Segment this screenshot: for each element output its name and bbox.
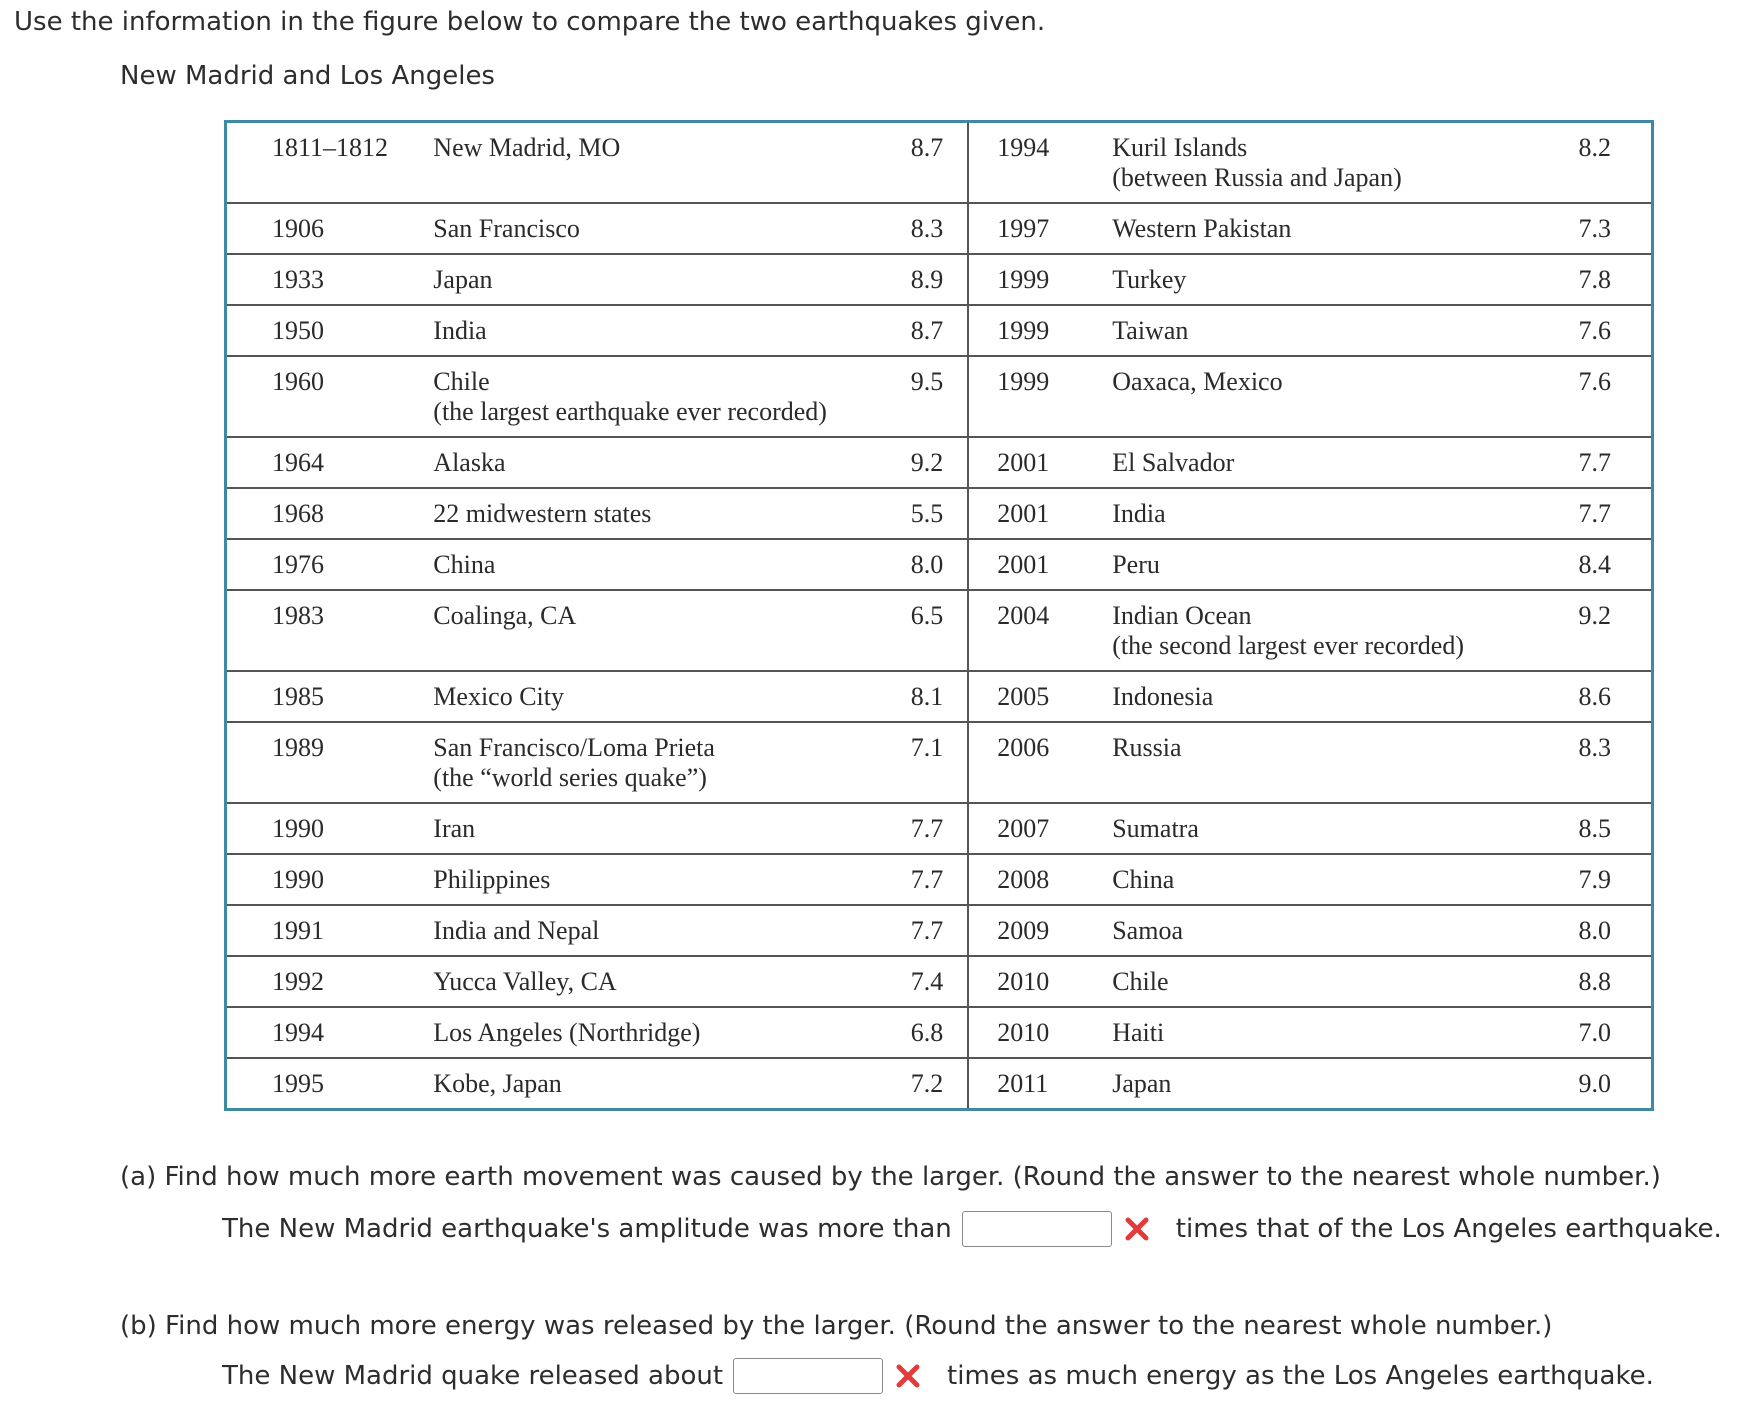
year-cell: [226, 590, 426, 671]
year-cell-text: 2001: [997, 448, 1050, 477]
part-b-answer-line: [222, 1356, 1654, 1396]
magnitude-cell: [1544, 122, 1653, 204]
magnitude-cell-text: 9.5: [910, 367, 944, 396]
year-cell: [226, 803, 426, 854]
magnitude-cell: [1544, 1007, 1653, 1058]
year-cell: [968, 1058, 1104, 1110]
location-cell-text: Iran: [433, 814, 476, 843]
year-cell: [226, 854, 426, 905]
location-cell: [1104, 722, 1543, 803]
location-cell: [1104, 122, 1543, 204]
location-cell: [1104, 356, 1543, 437]
year-cell-text: 1960: [272, 367, 324, 396]
location-cell-text: India: [1112, 499, 1166, 528]
location-note: (the largest earthquake ever recorded): [433, 397, 827, 426]
part-a-suffix: times that of the Los Angeles earthquake.: [1175, 1214, 1722, 1244]
location-cell-text: 22 midwestern states: [433, 499, 652, 528]
magnitude-cell-text: 7.1: [910, 733, 944, 762]
table-row: [226, 203, 1653, 254]
table-row: [226, 488, 1653, 539]
location-cell-text: Russia: [1112, 733, 1182, 762]
location-cell: [1104, 803, 1543, 854]
table-row: [226, 1058, 1653, 1110]
magnitude-cell-text: 7.7: [1578, 499, 1611, 528]
location-cell-text: New Madrid, MO: [433, 133, 621, 162]
magnitude-cell: [1544, 539, 1653, 590]
magnitude-cell-text: 8.3: [1578, 733, 1611, 762]
magnitude-cell-text: 8.6: [1578, 682, 1611, 711]
magnitude-cell: [1544, 437, 1653, 488]
location-cell-text: China: [1112, 865, 1175, 894]
year-cell: [968, 122, 1104, 204]
location-cell: [1104, 203, 1543, 254]
location-cell: [425, 254, 875, 305]
magnitude-cell-text: 7.8: [1578, 265, 1611, 294]
year-cell-text: 1990: [272, 865, 324, 894]
table-row: [226, 305, 1653, 356]
location-cell-text: Japan: [1112, 1069, 1172, 1098]
location-cell: [425, 437, 875, 488]
magnitude-cell-text: 8.1: [910, 682, 944, 711]
magnitude-cell-text: 9.0: [1578, 1069, 1611, 1098]
year-cell: [226, 722, 426, 803]
year-cell-text: 2011: [997, 1069, 1049, 1098]
magnitude-cell-text: 9.2: [1578, 601, 1611, 630]
location-cell: [425, 1007, 875, 1058]
location-cell: [425, 671, 875, 722]
table-row: [226, 854, 1653, 905]
location-cell-text: San Francisco: [433, 214, 580, 243]
location-cell-text: Los Angeles (Northridge): [433, 1018, 701, 1047]
year-cell: [968, 356, 1104, 437]
year-cell-text: 2007: [997, 814, 1050, 843]
year-cell-text: 2009: [997, 916, 1050, 945]
magnitude-cell: [876, 203, 968, 254]
year-cell-text: 1968: [272, 499, 324, 528]
magnitude-cell: [1544, 854, 1653, 905]
year-cell-text: 1994: [997, 133, 1050, 162]
magnitude-cell: [876, 671, 968, 722]
location-cell: [1104, 254, 1543, 305]
location-cell-text: Alaska: [433, 448, 506, 477]
year-cell: [226, 488, 426, 539]
location-cell-text: El Salvador: [1112, 448, 1235, 477]
year-cell-text: 1983: [272, 601, 324, 630]
location-cell: [425, 905, 875, 956]
year-cell-text: 1999: [997, 367, 1050, 396]
year-cell: [968, 803, 1104, 854]
location-cell: [425, 356, 875, 437]
year-cell: [968, 539, 1104, 590]
magnitude-cell: [876, 956, 968, 1007]
location-cell-text: Oaxaca, Mexico: [1112, 367, 1283, 396]
year-cell-text: 1989: [272, 733, 324, 762]
location-cell: [1104, 305, 1543, 356]
location-cell: [1104, 488, 1543, 539]
part-b-answer-input[interactable]: [733, 1358, 883, 1394]
magnitude-cell: [1544, 956, 1653, 1007]
year-cell: [968, 437, 1104, 488]
year-cell: [226, 956, 426, 1007]
location-cell: [425, 1058, 875, 1110]
location-cell: [425, 539, 875, 590]
table-row: [226, 671, 1653, 722]
year-cell: [968, 203, 1104, 254]
magnitude-cell: [1544, 905, 1653, 956]
table-row: [226, 803, 1653, 854]
magnitude-cell-text: 8.5: [1578, 814, 1611, 843]
year-cell: [226, 539, 426, 590]
year-cell: [968, 854, 1104, 905]
year-cell: [968, 905, 1104, 956]
location-note: (the second largest ever recorded): [1112, 631, 1465, 660]
location-cell: [425, 203, 875, 254]
location-cell-text: China: [433, 550, 496, 579]
x-mark-icon: [1122, 1214, 1152, 1244]
year-cell-text: 1964: [272, 448, 324, 477]
magnitude-cell-text: 7.2: [910, 1069, 944, 1098]
location-note: (between Russia and Japan): [1112, 163, 1402, 192]
magnitude-cell: [876, 539, 968, 590]
instruction-text: Use the information in the figure below to compare the two earthquakes given.: [14, 7, 1046, 37]
location-cell-text: Philippines: [433, 865, 551, 894]
magnitude-cell-text: 6.8: [910, 1018, 944, 1047]
magnitude-cell: [876, 305, 968, 356]
year-cell: [968, 305, 1104, 356]
magnitude-cell: [876, 905, 968, 956]
year-cell-text: 1906: [272, 214, 324, 243]
magnitude-cell: [1544, 203, 1653, 254]
location-cell-text: San Francisco/Loma Prieta: [433, 733, 715, 762]
magnitude-cell: [876, 1058, 968, 1110]
location-cell-text: Coalinga, CA: [433, 601, 577, 630]
part-b-question: (b) Find how much more energy was released by the larger. (Round the answer to the nearest whole number.): [120, 1311, 1553, 1341]
magnitude-cell: [876, 122, 968, 204]
year-cell-text: 2004: [997, 601, 1050, 630]
magnitude-cell-text: 8.4: [1578, 550, 1611, 579]
year-cell-text: 1991: [272, 916, 324, 945]
location-cell: [425, 854, 875, 905]
magnitude-cell: [876, 803, 968, 854]
year-cell-text: 2001: [997, 550, 1050, 579]
year-cell: [226, 905, 426, 956]
part-b-suffix: times as much energy as the Los Angeles earthquake.: [947, 1361, 1654, 1391]
magnitude-cell: [876, 488, 968, 539]
magnitude-cell: [876, 590, 968, 671]
location-cell: [1104, 956, 1543, 1007]
location-cell: [1104, 905, 1543, 956]
earthquake-table: [224, 120, 1654, 1111]
magnitude-cell-text: 8.2: [1578, 133, 1611, 162]
location-cell-text: Indian Ocean: [1112, 601, 1252, 630]
location-cell: [1104, 1007, 1543, 1058]
magnitude-cell: [1544, 722, 1653, 803]
magnitude-cell-text: 8.3: [910, 214, 944, 243]
location-cell-text: Peru: [1112, 550, 1160, 579]
year-cell-text: 2010: [997, 967, 1050, 996]
table-row: [226, 437, 1653, 488]
magnitude-cell: [876, 854, 968, 905]
part-a-answer-input[interactable]: [962, 1211, 1112, 1247]
magnitude-cell: [876, 356, 968, 437]
year-cell-text: 1997: [997, 214, 1050, 243]
year-cell-text: 1976: [272, 550, 324, 579]
location-cell: [1104, 671, 1543, 722]
magnitude-cell: [1544, 488, 1653, 539]
year-cell: [968, 722, 1104, 803]
part-a-prefix: The New Madrid earthquake's amplitude was more than: [222, 1214, 952, 1244]
location-cell: [425, 122, 875, 204]
location-cell-text: Indonesia: [1112, 682, 1214, 711]
year-cell: [968, 590, 1104, 671]
year-cell: [226, 122, 426, 204]
year-cell-text: 1992: [272, 967, 324, 996]
table-row: [226, 254, 1653, 305]
year-cell: [226, 437, 426, 488]
magnitude-cell-text: 9.2: [910, 448, 944, 477]
magnitude-cell-text: 5.5: [910, 499, 944, 528]
magnitude-cell-text: 8.0: [910, 550, 944, 579]
magnitude-cell-text: 8.7: [910, 133, 944, 162]
magnitude-cell-text: 7.6: [1578, 367, 1611, 396]
magnitude-cell-text: 8.9: [910, 265, 944, 294]
year-cell: [226, 1007, 426, 1058]
magnitude-cell: [1544, 254, 1653, 305]
location-cell: [1104, 854, 1543, 905]
table-row: [226, 590, 1653, 671]
magnitude-cell-text: 8.0: [1578, 916, 1611, 945]
magnitude-cell: [876, 437, 968, 488]
location-cell-text: Japan: [433, 265, 493, 294]
table-row: [226, 722, 1653, 803]
magnitude-cell: [876, 1007, 968, 1058]
magnitude-cell: [1544, 590, 1653, 671]
table-row: [226, 1007, 1653, 1058]
location-cell-text: Mexico City: [433, 682, 565, 711]
location-cell-text: Turkey: [1112, 265, 1187, 294]
location-cell: [1104, 437, 1543, 488]
location-cell-text: Kobe, Japan: [433, 1069, 562, 1098]
year-cell-text: 1999: [997, 265, 1050, 294]
year-cell: [226, 254, 426, 305]
magnitude-cell: [1544, 671, 1653, 722]
year-cell-text: 2006: [997, 733, 1050, 762]
year-cell-text: 2001: [997, 499, 1050, 528]
location-cell-text: Kuril Islands: [1112, 133, 1248, 162]
year-cell: [968, 1007, 1104, 1058]
part-b-prefix: The New Madrid quake released about: [222, 1361, 724, 1391]
magnitude-cell-text: 7.7: [910, 865, 944, 894]
year-cell: [226, 356, 426, 437]
year-cell: [226, 671, 426, 722]
location-cell: [425, 956, 875, 1007]
location-cell-text: Yucca Valley, CA: [433, 967, 617, 996]
year-cell: [226, 203, 426, 254]
year-cell: [226, 305, 426, 356]
magnitude-cell-text: 7.9: [1578, 865, 1611, 894]
year-cell: [968, 956, 1104, 1007]
year-cell-text: 1995: [272, 1069, 324, 1098]
location-cell-text: Western Pakistan: [1112, 214, 1292, 243]
part-a-answer-line: [222, 1209, 1722, 1249]
table-row: [226, 122, 1653, 204]
location-cell: [1104, 590, 1543, 671]
magnitude-cell: [876, 254, 968, 305]
year-cell-text: 2010: [997, 1018, 1050, 1047]
magnitude-cell-text: 6.5: [910, 601, 944, 630]
year-cell-text: 1985: [272, 682, 324, 711]
table-row: [226, 356, 1653, 437]
year-cell: [968, 254, 1104, 305]
magnitude-cell: [1544, 356, 1653, 437]
year-cell-text: 2005: [997, 682, 1050, 711]
magnitude-cell-text: 7.7: [1578, 448, 1611, 477]
magnitude-cell-text: 7.4: [910, 967, 944, 996]
year-cell: [968, 671, 1104, 722]
year-cell: [968, 488, 1104, 539]
year-cell-text: 1933: [272, 265, 324, 294]
location-cell-text: Sumatra: [1112, 814, 1199, 843]
year-cell: [226, 1058, 426, 1110]
location-cell: [1104, 1058, 1543, 1110]
part-a-question: (a) Find how much more earth movement was caused by the larger. (Round the answer to the nearest whole number.): [120, 1162, 1661, 1192]
year-cell-text: 1811–1812: [272, 133, 389, 162]
year-cell-text: 1990: [272, 814, 324, 843]
location-cell: [425, 803, 875, 854]
location-cell: [425, 722, 875, 803]
location-note: (the “world series quake”): [433, 763, 707, 792]
location-cell-text: Taiwan: [1112, 316, 1189, 345]
magnitude-cell-text: 7.6: [1578, 316, 1611, 345]
magnitude-cell-text: 8.8: [1578, 967, 1611, 996]
magnitude-cell: [1544, 1058, 1653, 1110]
year-cell-text: 1999: [997, 316, 1050, 345]
magnitude-cell: [1544, 305, 1653, 356]
magnitude-cell-text: 7.7: [910, 814, 944, 843]
location-cell: [425, 590, 875, 671]
magnitude-cell-text: 8.7: [910, 316, 944, 345]
magnitude-cell-text: 7.7: [910, 916, 944, 945]
magnitude-cell: [876, 722, 968, 803]
location-cell-text: Samoa: [1112, 916, 1183, 945]
magnitude-cell-text: 7.0: [1578, 1018, 1611, 1047]
magnitude-cell: [1544, 803, 1653, 854]
location-cell-text: Chile: [433, 367, 490, 396]
magnitude-cell-text: 7.3: [1578, 214, 1611, 243]
table-row: [226, 956, 1653, 1007]
comparison-title: New Madrid and Los Angeles: [120, 61, 495, 91]
table-row: [226, 539, 1653, 590]
location-cell: [1104, 539, 1543, 590]
location-cell: [425, 488, 875, 539]
location-cell-text: India: [433, 316, 487, 345]
location-cell-text: Chile: [1112, 967, 1169, 996]
location-cell: [425, 305, 875, 356]
location-cell-text: Haiti: [1112, 1018, 1165, 1047]
x-mark-icon: [893, 1361, 923, 1391]
location-cell-text: India and Nepal: [433, 916, 600, 945]
table-row: [226, 905, 1653, 956]
year-cell-text: 2008: [997, 865, 1050, 894]
year-cell-text: 1994: [272, 1018, 324, 1047]
year-cell-text: 1950: [272, 316, 324, 345]
